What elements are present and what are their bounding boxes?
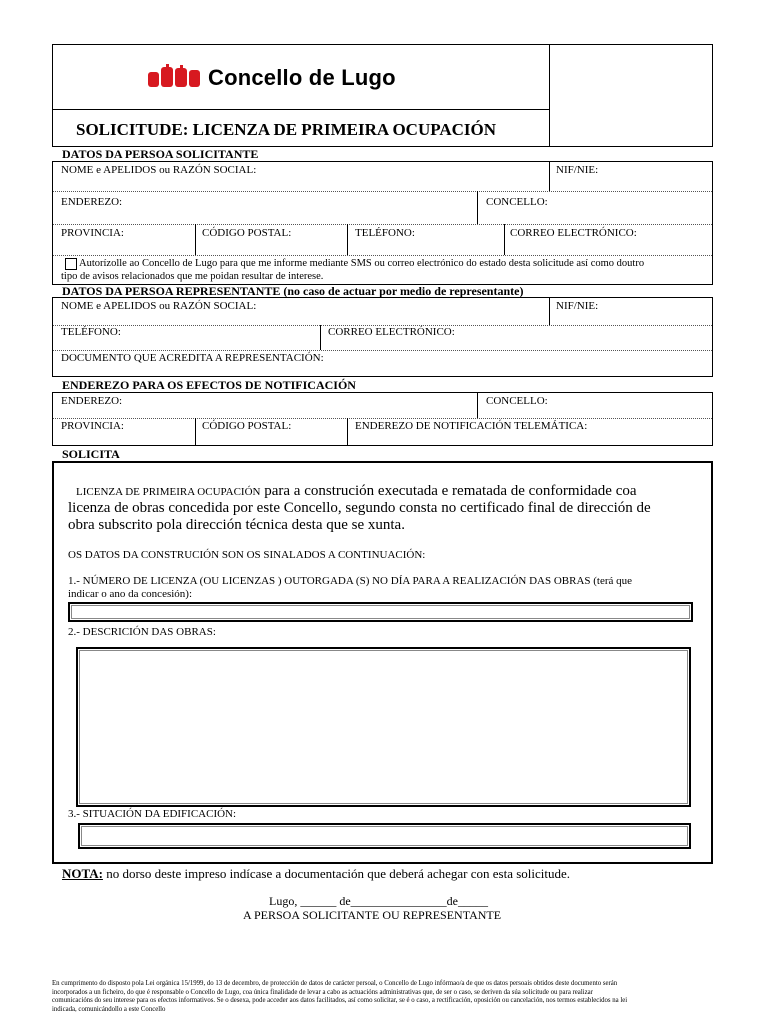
item3-label: 3.- SITUACIÓN DA EDIFICACIÓN: <box>68 808 237 820</box>
representative-section-title: DATOS DA PERSOA REPRESENTANTE (no caso de actuar por medio de representante) <box>62 284 524 298</box>
works-description-field[interactable] <box>76 647 691 807</box>
concello-logo <box>146 64 436 94</box>
license-number-field[interactable] <box>68 602 693 622</box>
consent-checkbox[interactable] <box>65 258 77 270</box>
applicant-address-field[interactable] <box>61 209 471 221</box>
applicant-phone-label: TELÉFONO: <box>355 227 415 239</box>
consent-text-line2: tipo de avisos relacionados que me poidan resultar de interese. <box>61 271 324 282</box>
request-intro-text1: para a construción executada e rematada de conformidade coa <box>264 483 637 499</box>
consent-text-line1: Autorízolle ao Concello de Lugo para que me informe mediante SMS ou correo electrónico do estado desta solicitude así como doutro <box>79 258 645 269</box>
applicant-postal-field[interactable] <box>202 240 342 252</box>
note-label: NOTA: <box>62 866 103 881</box>
applicant-name-label: NOME e APELIDOS ou RAZÓN SOCIAL: <box>61 164 257 176</box>
footer-line-4: indicada, comunicándollo a este Concello <box>52 1005 166 1013</box>
rep-nif-field[interactable] <box>556 312 706 324</box>
notif-province-label: PROVINCIA: <box>61 420 124 432</box>
applicant-nif-label: NIF/NIE: <box>556 164 599 176</box>
request-section-title: SOLICITA <box>62 447 120 461</box>
rep-document-field[interactable] <box>61 364 706 375</box>
notif-postal-field[interactable] <box>202 432 342 444</box>
applicant-address-label: ENDEREZO: <box>61 196 123 208</box>
item1-label-line2: indicar o ano da concesión): <box>68 588 193 600</box>
item1-label-line1: 1.- NÚMERO DE LICENZA (OU LICENZAS ) OUTORGADA (S) NO DÍA PARA A REALIZACIÓN DAS OBRAS (terá que <box>68 575 633 587</box>
request-intro-line1 <box>76 483 637 500</box>
notif-province-field[interactable] <box>61 432 189 444</box>
applicant-council-field[interactable] <box>486 209 706 221</box>
signature-place-date: Lugo, ______ de________________de_____ <box>269 894 488 908</box>
notif-council-field[interactable] <box>486 406 706 418</box>
notification-section-title: ENDEREZO PARA OS EFECTOS DE NOTIFICACIÓN <box>62 378 356 392</box>
rep-email-field[interactable] <box>328 338 706 350</box>
applicant-council-label: CONCELLO: <box>486 196 548 208</box>
notif-postal-label: CÓDIGO POSTAL: <box>202 420 292 432</box>
notif-telematic-field[interactable] <box>355 432 706 444</box>
construction-data-heading: OS DATOS DA CONSTRUCIÓN SON OS SINALADOS A CONTINUACIÓN: <box>68 549 426 561</box>
applicant-province-label: PROVINCIA: <box>61 227 124 239</box>
request-intro-line2: licenza de obras concedida por este Concello, segundo consta no certificado final de dirección de <box>68 500 651 516</box>
applicant-phone-field[interactable] <box>355 240 500 252</box>
notif-address-label: ENDEREZO: <box>61 395 123 407</box>
notif-telematic-label: ENDEREZO DE NOTIFICACIÓN TELEMÁTICA: <box>355 420 588 432</box>
rep-name-label: NOME e APELIDOS ou RAZÓN SOCIAL: <box>61 300 257 312</box>
item2-label: 2.- DESCRICIÓN DAS OBRAS: <box>68 626 216 638</box>
note-line <box>62 866 570 882</box>
request-intro-small: LICENZA DE PRIMEIRA OCUPACIÓN <box>76 486 261 498</box>
applicant-postal-label: CÓDIGO POSTAL: <box>202 227 292 239</box>
notif-council-label: CONCELLO: <box>486 395 548 407</box>
applicant-section-title: DATOS DA PERSOA SOLICITANTE <box>62 147 259 161</box>
concello-logo-icon <box>146 64 202 92</box>
privacy-footer <box>52 980 722 1014</box>
footer-line-3: comunicacións do seu interese para os efectos informativos. Se o desexa, pode acceder aos datos facilitados, así como solicitar, se é o caso, a rectificación, oposición ou cancelación, nos termos establecidos na lei <box>52 997 628 1005</box>
rep-phone-field[interactable] <box>61 338 311 350</box>
rep-phone-label: TELÉFONO: <box>61 326 121 338</box>
logo-text: Concello de Lugo <box>208 65 396 90</box>
notif-address-field[interactable] <box>61 406 471 418</box>
footer-line-1: En cumprimento do disposto pola Lei orgánica 15/1999, do 13 de decembro, de protección de datos de carácter persoal, o Concello de Lugo infórmao/a de que os datos persoais obtidos deste documento serán <box>52 980 618 987</box>
rep-email-label: CORREO ELECTRÓNICO: <box>328 326 455 338</box>
rep-nif-label: NIF/NIE: <box>556 300 599 312</box>
rep-name-field[interactable] <box>61 312 541 324</box>
request-intro-line3: obra subscrito pola dirección técnica desta que se xunta. <box>68 517 405 533</box>
building-location-field[interactable] <box>78 823 691 849</box>
page-title: SOLICITUDE: LICENZA DE PRIMEIRA OCUPACIÓN <box>76 120 497 139</box>
applicant-email-field[interactable] <box>510 240 708 252</box>
footer-line-2: incorporados a un ficheiro, do que é responsable o Concello de Lugo, coa única finalidade de levar a cabo as actuacións administrativas que, de ser o caso, se deriven da súa solicitude ou para realizar <box>52 988 593 996</box>
applicant-province-field[interactable] <box>61 240 189 252</box>
signature-role: A PERSOA SOLICITANTE OU REPRESENTANTE <box>243 908 502 922</box>
applicant-name-field[interactable] <box>61 177 541 189</box>
rep-document-label: DOCUMENTO QUE ACREDITA A REPRESENTACIÓN: <box>61 352 324 364</box>
applicant-nif-field[interactable] <box>556 177 706 189</box>
applicant-email-label: CORREO ELECTRÓNICO: <box>510 227 637 239</box>
note-text: no dorso deste impreso indícase a documentación que deberá achegar con esta solicitude. <box>102 866 571 881</box>
